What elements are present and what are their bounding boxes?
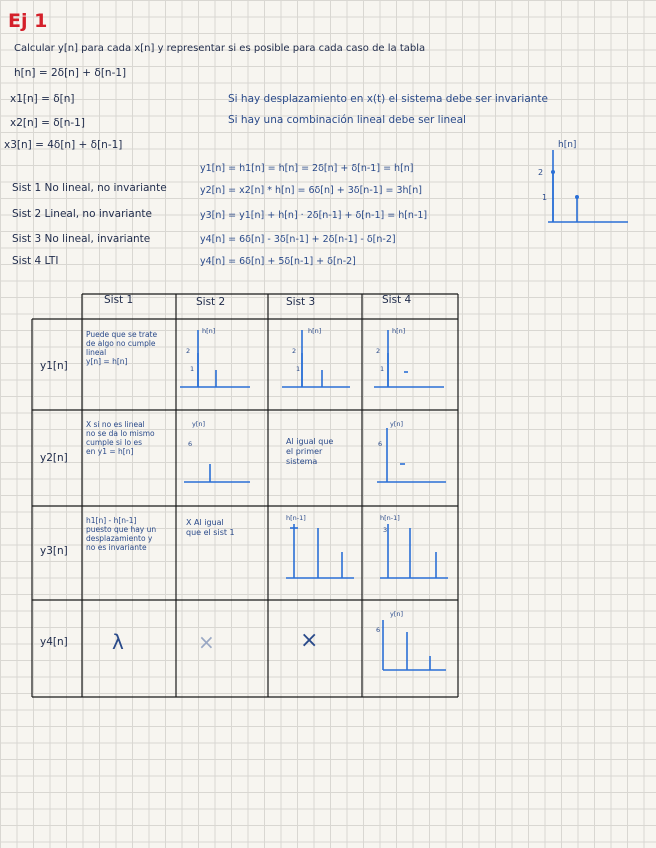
cell-r3c1-line4: no es invariante: [86, 543, 147, 552]
note-linearity: Si hay una combinación lineal debe ser lineal: [228, 114, 466, 126]
col-header-sist1: Sist 1: [104, 294, 134, 306]
plot-label-r3c4: h[n-1]: [380, 514, 400, 522]
output-y4: y4[n] = 6δ[n] - 3δ[n-1] + 2δ[n-1] - δ[n-2]: [200, 234, 396, 245]
h-definition: h[n] = 2δ[n] + δ[n-1]: [14, 67, 127, 79]
plot-label-r1c3: h[n]: [308, 327, 322, 335]
cell-r2c1-line4: en y1 = h[n]: [86, 447, 134, 456]
plot-r1c3: [282, 330, 350, 387]
plot-r3c3: [286, 524, 354, 578]
system-3-summary: Sist 3 No lineal, invariante: [12, 233, 151, 245]
plot-r1c2: [180, 330, 250, 387]
cell-r2c1-line2: no se da lo mismo: [86, 429, 155, 438]
cell-r2c1-line3: cumple si lo es: [86, 438, 142, 447]
plot-tick-r2c2-6: 6: [188, 440, 193, 448]
h-plot-tick-2: 2: [538, 168, 544, 177]
plot-label-r1c4: h[n]: [392, 327, 406, 335]
output-y4-simplified: y4[n] = 6δ[n] + 5δ[n-1] + δ[n-2]: [200, 256, 356, 267]
cell-r1c1-line2: de algo no cumple: [86, 339, 156, 348]
cell-r2c1-line1: X si no es lineal: [86, 420, 145, 429]
note-invariance: Si hay desplazamiento en x(t) el sistema debe ser invariante: [228, 93, 549, 105]
row-header-y2: y2[n]: [40, 452, 68, 464]
col-header-sist2: Sist 2: [196, 296, 226, 308]
system-2-summary: Sist 2 Lineal, no invariante: [12, 208, 152, 220]
plot-r2c4: [377, 428, 446, 482]
row-header-y4: y4[n]: [40, 636, 68, 648]
system-1-summary: Sist 1 No lineal, no invariante: [12, 182, 167, 194]
cell-r1c1-line1: Puede que se trate: [86, 330, 158, 339]
plot-r3c4: [380, 524, 448, 578]
cell-r3c2-line1: X Al igual: [186, 518, 224, 527]
plot-r1c4: [374, 330, 444, 387]
row-header-y3: y3[n]: [40, 545, 68, 557]
plot-label-r2c4: y[n]: [390, 420, 404, 428]
cell-r2c3-line2: el primer: [286, 447, 323, 456]
cell-r3c1-line2: puesto que hay un: [86, 525, 157, 534]
plot-r2c2: [184, 464, 250, 482]
plot-tick-r4c4-6: 6: [376, 626, 381, 634]
plot-r4c4: [383, 620, 446, 670]
input-x2: x2[n] = δ[n-1]: [10, 117, 85, 129]
plot-tick-r2c4-6: 6: [378, 440, 383, 448]
plot-tick-r1c2-2: 2: [186, 347, 191, 355]
problem-statement: Calcular y[n] para cada x[n] y representar si es posible para cada caso de la tabla: [14, 43, 426, 54]
mark-r4c1: λ: [112, 630, 124, 654]
cell-r1c1-line4: y[n] = h[n]: [86, 357, 128, 366]
output-y2: y2[n] = x2[n] * h[n] = 6δ[n] + 3δ[n-1] = 3h[n]: [200, 185, 422, 196]
h-plot-tick-1: 1: [542, 193, 548, 202]
cell-r3c2-line2: que el sist 1: [186, 528, 235, 537]
cell-r2c3-line1: Al igual que: [286, 437, 334, 446]
plot-tick-r1c4-2: 2: [376, 347, 381, 355]
plot-tick-r3c4-3: 3: [383, 526, 388, 534]
col-header-sist3: Sist 3: [286, 296, 316, 308]
output-y1: y1[n] = h1[n] = h[n] = 2δ[n] + δ[n-1] = h[n]: [200, 163, 414, 174]
cell-r3c1-line3: desplazamiento y: [86, 534, 153, 543]
row-header-y1: y1[n]: [40, 360, 68, 372]
plot-label-r1c2: h[n]: [202, 327, 216, 335]
cell-r2c3-line3: sistema: [286, 457, 318, 466]
plot-label-r3c3: h[n-1]: [286, 514, 306, 522]
plot-tick-r1c3-1: 1: [296, 365, 301, 373]
input-x3: x3[n] = 4δ[n] + δ[n-1]: [4, 139, 123, 151]
plot-tick-r1c2-1: 1: [190, 365, 195, 373]
system-4-summary: Sist 4 LTI: [12, 255, 59, 267]
input-x1: x1[n] = δ[n]: [10, 93, 75, 105]
plot-label-r4c4: y[n]: [390, 610, 404, 618]
exercise-heading: Ej 1: [8, 10, 48, 32]
cell-r1c1-line3: lineal: [86, 348, 107, 357]
mark-r4c3: ×: [300, 628, 319, 653]
mark-r4c2: ×: [198, 630, 215, 654]
cell-r3c1-line1: h1[n] - h[n-1]: [86, 516, 137, 525]
col-header-sist4: Sist 4: [382, 294, 412, 306]
plot-tick-r1c3-2: 2: [292, 347, 297, 355]
plot-tick-r1c4-1: 1: [380, 365, 385, 373]
h-plot-label: h[n]: [558, 140, 577, 150]
plot-label-r2c2: y[n]: [192, 420, 206, 428]
output-y3: y3[n] = y1[n] + h[n] · 2δ[n-1] + δ[n-1] = h[n-1]: [200, 210, 428, 221]
